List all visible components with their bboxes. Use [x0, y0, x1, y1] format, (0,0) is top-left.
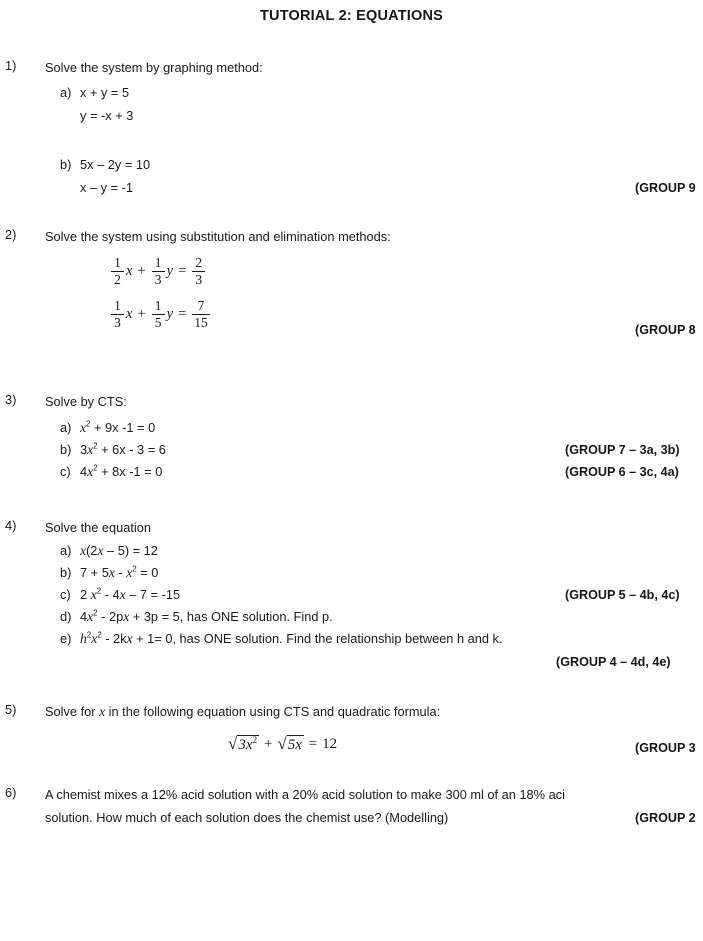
question-6-prompt-line-2: solution. How much of each solution does the chemist use? (Modelling) — [45, 810, 449, 825]
variable-y: y — [166, 262, 174, 279]
question-1b-label: b) — [60, 157, 72, 172]
fraction-seven-fifteenths — [192, 299, 210, 330]
question-4a-equation: x(2x – 5) = 12 — [80, 543, 158, 558]
question-4a-label: a) — [60, 543, 72, 558]
radical-sign-icon: √ — [277, 734, 287, 753]
question-5-prompt-after: in the following equation using CTS and quadratic formula: — [105, 704, 441, 719]
question-1-group-tag: (GROUP 9 — [635, 181, 696, 195]
question-4-number: 4) — [5, 518, 17, 533]
fraction-two-thirds — [192, 256, 205, 287]
question-3-prompt: Solve by CTS: — [45, 394, 127, 409]
operator-plus: + — [137, 305, 146, 322]
question-5-number: 5) — [5, 702, 17, 717]
fraction-one-third — [111, 299, 124, 330]
radicand-first-text: 3x — [238, 737, 253, 753]
fraction-one-third — [152, 256, 165, 287]
equation-right-hand-side: 12 — [322, 736, 338, 752]
question-2-group-tag: (GROUP 8 — [635, 323, 696, 337]
operator-plus: + — [264, 736, 273, 752]
question-1-prompt: Solve the system by graphing method: — [45, 60, 263, 75]
radicand-first — [237, 735, 259, 754]
question-6-number: 6) — [5, 785, 17, 800]
operator-equals: = — [178, 262, 187, 279]
operator-equals: = — [178, 305, 187, 322]
question-2-equation-2 — [110, 299, 211, 330]
question-5-prompt — [45, 702, 440, 722]
question-4c-equation: 2 $x^2 - 4x - 7 = -15$ — [80, 586, 181, 602]
fraction-numerator: 1 — [114, 255, 121, 270]
operator-equals: = — [308, 736, 318, 752]
question-4d-equation: $4x^2 - 2px + 3p = 5$, has ONE solution. Find p. — [80, 608, 333, 624]
question-3b-label: b) — [60, 442, 72, 457]
question-4c-group-tag: (GROUP 5 – 4b, 4c) — [565, 588, 680, 602]
question-3c-label: c) — [60, 464, 71, 479]
question-3b-equation: $3x^2 + 6x - 3 = 6$ — [80, 441, 166, 457]
variable-x: x — [126, 262, 133, 279]
variable-y: y — [166, 305, 174, 322]
question-4e-equation: $h^2x^2 - 2kx + 1= 0$, has ONE solution. Find the relationship between h and k. — [80, 630, 503, 646]
fraction-denominator: 3 — [195, 271, 203, 287]
question-1 — [0, 58, 703, 78]
question-3a-label: a) — [60, 420, 72, 435]
fraction-numerator: 1 — [154, 255, 162, 270]
question-4b-equation: $7 + 5x - x^2 = 0$ — [80, 564, 159, 580]
fraction-denominator: 5 — [154, 314, 162, 330]
question-1-number: 1) — [5, 58, 17, 73]
question-3c-group-tag: (GROUP 6 – 3c, 4a) — [565, 465, 679, 479]
page-title: TUTORIAL 2: EQUATIONS — [259, 8, 444, 24]
question-1a-line-1: x + y = 5 — [80, 85, 130, 100]
question-2-equation-1 — [110, 256, 206, 287]
fraction-one-fifth — [152, 299, 165, 330]
radicand-second: 5x — [287, 737, 302, 753]
fraction-numerator: 1 — [114, 298, 121, 313]
question-5-equation — [228, 735, 337, 754]
fraction-denominator: 2 — [114, 271, 121, 287]
question-3a-equation: $x^2 + 9x$ -1 = 0 — [80, 419, 156, 435]
square-root-second — [277, 735, 304, 754]
question-5-group-tag: (GROUP 3 — [635, 741, 696, 755]
question-1a-line-2: y = -x + 3 — [80, 108, 134, 123]
operator-plus: + — [137, 262, 146, 279]
fraction-one-half — [111, 256, 124, 287]
fraction-denominator: 3 — [114, 314, 121, 330]
question-3c-equation: $4x^2 + 8x$ -1 = 0 — [80, 463, 163, 479]
fraction-denominator: 15 — [194, 314, 208, 330]
variable-x: x — [99, 704, 106, 719]
radicand-first-exponent: 2 — [252, 736, 258, 746]
question-6-group-tag: (GROUP 2 — [635, 811, 696, 825]
question-2-prompt: Solve the system using substitution and elimination methods: — [45, 229, 391, 244]
question-5-prompt-before: Solve for — [45, 704, 100, 719]
fraction-numerator: 2 — [195, 255, 203, 270]
question-4e-label: e) — [60, 631, 72, 646]
fraction-denominator: 3 — [154, 271, 162, 287]
question-2-number: 2) — [5, 227, 17, 242]
question-3-number: 3) — [5, 392, 17, 407]
question-4b-label: b) — [60, 565, 72, 580]
question-4-prompt: Solve the equation — [45, 520, 152, 535]
fraction-numerator: 1 — [154, 298, 162, 313]
question-3b-group-tag: (GROUP 7 – 3a, 3b) — [565, 443, 680, 457]
fraction-numerator: 7 — [197, 298, 205, 313]
question-4c-label: c) — [60, 587, 71, 602]
square-root-first — [228, 735, 259, 754]
question-4d-label: d) — [60, 609, 72, 624]
variable-x: x — [126, 305, 133, 322]
question-1a-label: a) — [60, 85, 72, 100]
question-1b-line-1: 5x – 2y = 10 — [80, 157, 151, 172]
question-1b-line-2: x – y = -1 — [80, 180, 133, 195]
question-6-prompt-line-1: A chemist mixes a 12% acid solution with a 20% acid solution to make 300 ml of an 18% aci — [45, 787, 565, 802]
question-4-group-tag: (GROUP 4 – 4d, 4e) — [556, 655, 671, 669]
radical-sign-icon: √ — [228, 734, 238, 753]
